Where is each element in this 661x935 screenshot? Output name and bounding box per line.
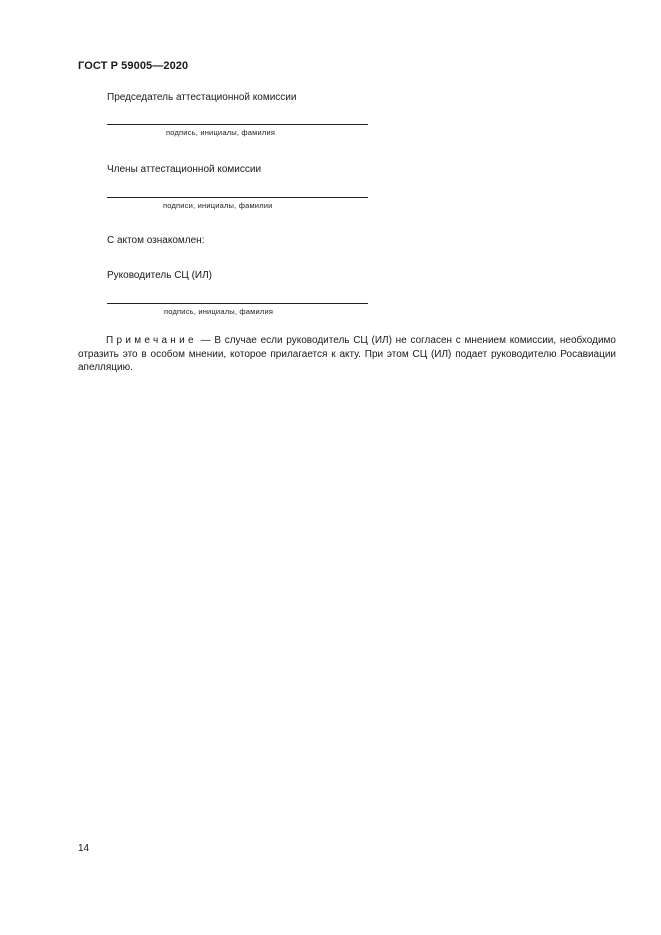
members-label: Члены аттестационной комиссии	[107, 164, 262, 175]
chairman-signature-line	[107, 124, 368, 125]
document-header: ГОСТ Р 59005—2020	[78, 60, 189, 72]
chairman-label: Председатель аттестационной комиссии	[107, 92, 297, 103]
acquainted-label: С актом ознакомлен:	[107, 235, 205, 246]
head-label: Руководитель СЦ (ИЛ)	[107, 270, 213, 281]
members-signature-line	[107, 197, 368, 198]
chairman-signature-caption: подпись, инициалы, фамилия	[166, 128, 276, 137]
members-signature-caption: подписи, инициалы, фамилии	[163, 201, 273, 210]
page-number: 14	[78, 843, 90, 854]
note-paragraph	[78, 334, 616, 375]
head-signature-line	[107, 303, 368, 304]
note-text: — В случае если руководитель СЦ (ИЛ) не согласен с мнением комиссии, необходимо отразить это в особом мнении, которое прилагается к акту. При этом СЦ (ИЛ) подает руководителю Росавиации апелляцию.	[78, 335, 616, 373]
note-lead	[78, 335, 197, 346]
note-word: Примечание	[106, 335, 197, 346]
head-signature-caption: подпись, инициалы, фамилия	[164, 307, 274, 316]
